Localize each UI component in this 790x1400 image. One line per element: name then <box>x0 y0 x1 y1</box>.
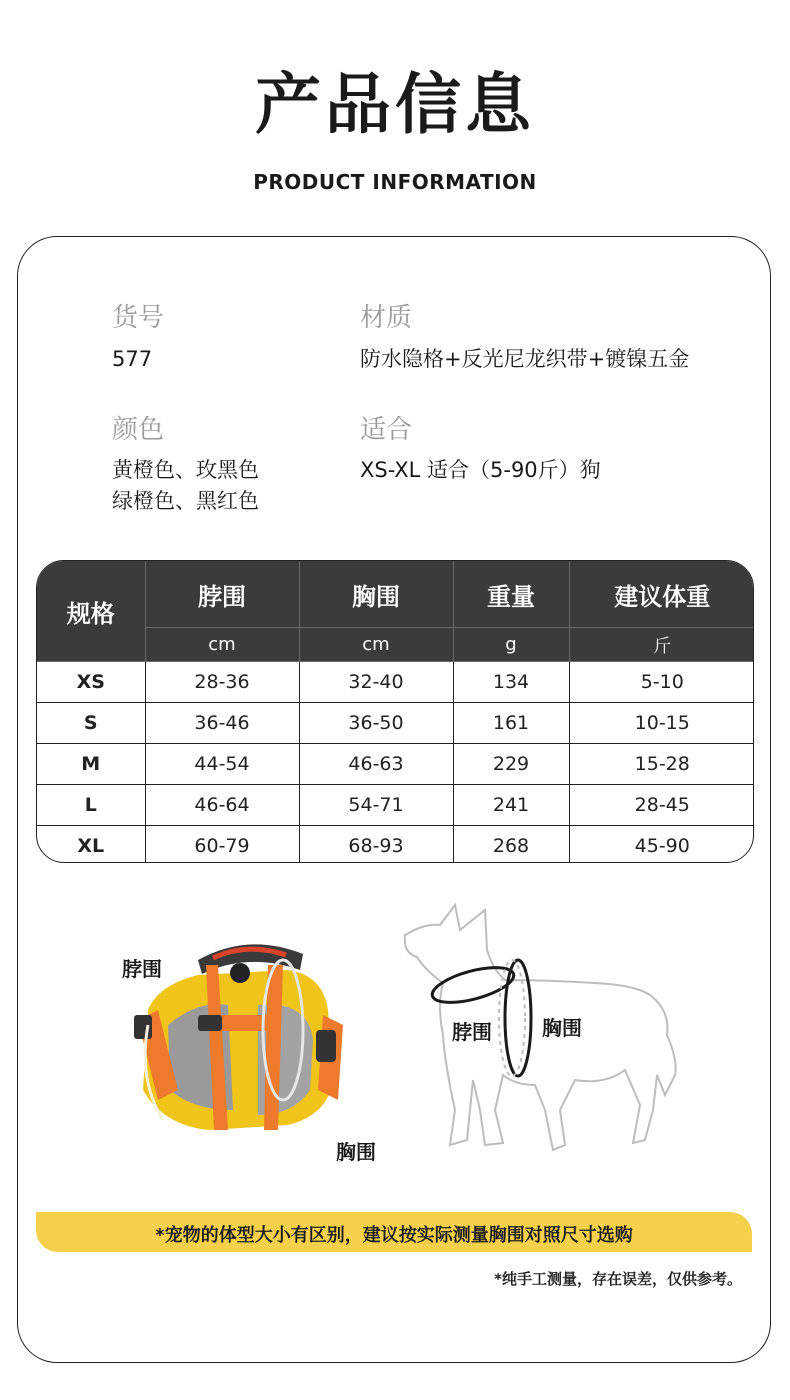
unit-chest: cm <box>299 628 453 662</box>
size-cell: M <box>37 744 145 785</box>
advice-banner-text: *宠物的体型大小有区别，建议按实际测量胸围对照尺寸选购 <box>155 1225 633 1246</box>
chest-cell: 32-40 <box>299 662 453 703</box>
neck-cell: 28-36 <box>145 662 299 703</box>
table-row <box>37 785 754 826</box>
suggested-weight-cell: 10-15 <box>569 703 754 744</box>
dog-neck-label: 脖围 <box>452 1020 492 1044</box>
chest-cell: 68-93 <box>299 826 453 864</box>
fit-value: XS-XL 适合（5-90斤）狗 <box>360 458 601 482</box>
size-table <box>36 560 754 863</box>
table-row <box>37 744 754 785</box>
size-cell: XS <box>37 662 145 703</box>
unit-suggested-weight: 斤 <box>569 628 754 662</box>
advice-banner <box>36 1212 752 1252</box>
material-label: 材质 <box>360 303 413 333</box>
color-value-line1: 黄橙色、玫黑色 <box>112 458 259 482</box>
chest-cell: 54-71 <box>299 785 453 826</box>
suggested-weight-cell: 5-10 <box>569 662 754 703</box>
neck-cell: 60-79 <box>145 826 299 864</box>
dog-chest-label: 胸围 <box>542 1016 582 1040</box>
weight-cell: 268 <box>453 826 569 864</box>
weight-cell: 241 <box>453 785 569 826</box>
header-chest: 胸围 <box>299 561 453 628</box>
suggested-weight-cell: 28-45 <box>569 785 754 826</box>
fit-label: 适合 <box>360 415 413 445</box>
harness-neck-label: 脖围 <box>122 957 162 981</box>
table-header-row <box>37 561 754 628</box>
harness-chest-label: 胸围 <box>336 1140 376 1164</box>
header-suggested-weight: 建议体重 <box>569 561 754 628</box>
size-cell: XL <box>37 826 145 864</box>
header-weight: 重量 <box>453 561 569 628</box>
weight-cell: 229 <box>453 744 569 785</box>
item-no-value: 577 <box>112 347 153 371</box>
size-cell: S <box>37 703 145 744</box>
chest-cell: 36-50 <box>299 703 453 744</box>
suggested-weight-cell: 15-28 <box>569 744 754 785</box>
spec-header: 规格 <box>37 561 145 662</box>
header-neck: 脖围 <box>145 561 299 628</box>
table-row <box>37 662 754 703</box>
table-row <box>37 703 754 744</box>
neck-cell: 44-54 <box>145 744 299 785</box>
measurement-note: *纯手工测量，存在误差，仅供参考。 <box>494 1270 742 1288</box>
table-row <box>37 826 754 864</box>
color-value-line2: 绿橙色、黑红色 <box>112 489 259 513</box>
item-no-label: 货号 <box>112 303 165 333</box>
page-title: 产品信息 <box>255 66 535 143</box>
size-cell: L <box>37 785 145 826</box>
weight-cell: 161 <box>453 703 569 744</box>
table-unit-row <box>37 628 754 662</box>
neck-cell: 46-64 <box>145 785 299 826</box>
unit-weight: g <box>453 628 569 662</box>
chest-cell: 46-63 <box>299 744 453 785</box>
weight-cell: 134 <box>453 662 569 703</box>
suggested-weight-cell: 45-90 <box>634 835 690 857</box>
page-subtitle: PRODUCT INFORMATION <box>253 170 537 194</box>
neck-cell: 36-46 <box>145 703 299 744</box>
material-value: 防水隐格+反光尼龙织带+镀镍五金 <box>360 347 690 371</box>
unit-neck: cm <box>145 628 299 662</box>
color-label: 颜色 <box>112 415 165 445</box>
